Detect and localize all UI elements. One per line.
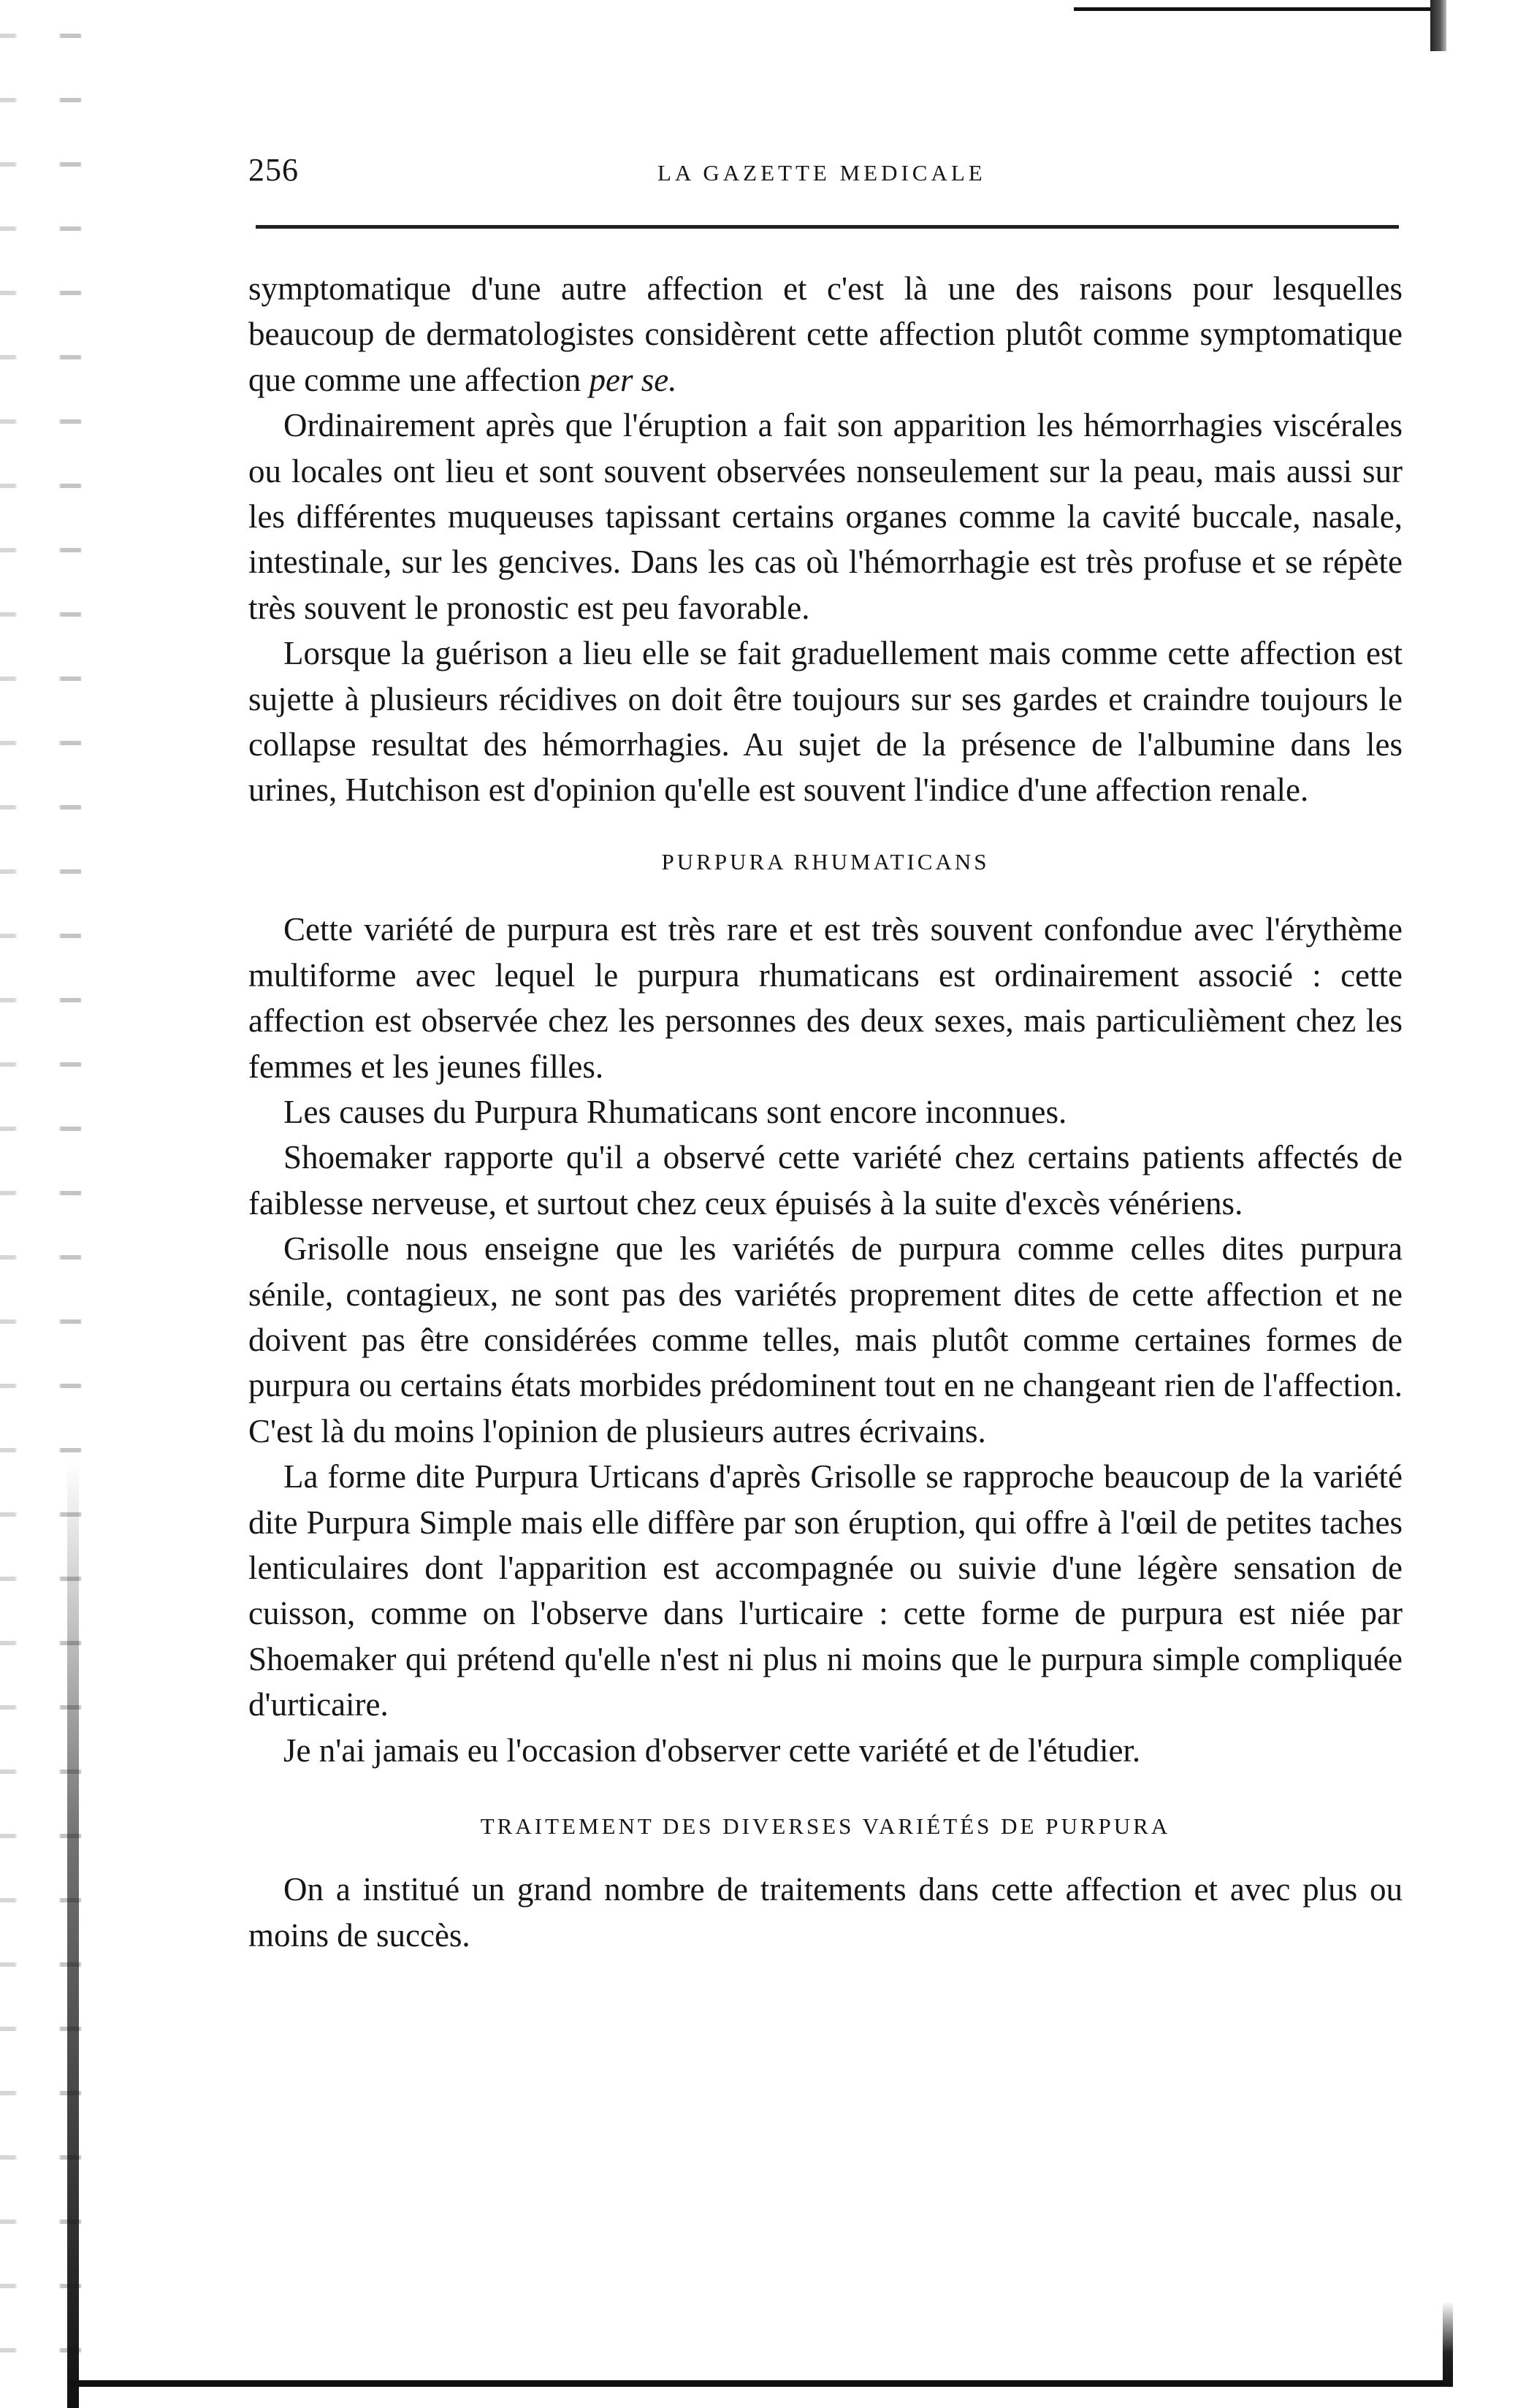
paragraph: [248, 266, 1403, 403]
scan-corner-top: [1430, 0, 1446, 51]
paragraph: Ordinairement après que l'éruption a fait son apparition les hémorrhagies viscérales ou locales ont lieu et sont souvent observées nonseulement sur la peau, mais aussi sur les différentes muqueuses tapissant certains organes comme la cavité buccale, nasale, intestinale, sur les gencives. Dans les cas où l'hémorrhagie est très profuse et se répète très souvent le pronostic est peu favorable.: [248, 407, 1403, 626]
paragraph-text: symptomatique d'une autre affection et c'est là une des raisons pour lesquelles beaucoup de dermatologistes considèrent cette affection plutôt comme symptomatique que comme une affection: [248, 270, 1403, 398]
scan-edge-left: [0, 0, 110, 2408]
italic-text: per se.: [589, 361, 677, 398]
page-header: [248, 150, 1403, 194]
running-title: LA GAZETTE MEDICALE: [657, 160, 986, 186]
scan-edge-top: [1074, 7, 1439, 11]
page-number: 256: [248, 152, 299, 188]
scan-corner-bottom: [1443, 2301, 1453, 2387]
body-text: [248, 266, 1403, 1958]
scan-edge-bottom: [69, 2380, 1450, 2387]
paragraph: On a institué un grand nombre de traitements dans cette affection et avec plus ou moins de succès.: [248, 1871, 1403, 1954]
paragraph: Grisolle nous enseigne que les variétés de purpura comme celles dites purpura sénile, contagieux, ne sont pas des variétés proprement dites de cette affection et ne doivent pas être considérées comme telles, mais plutôt comme certaines formes de purpura ou certains états morbides prédominent tout en ne changeant rien de l'affection. C'est là du moins l'opinion de plusieurs autres écrivains.: [248, 1230, 1403, 1449]
section-heading: PURPURA RHUMATICANS: [661, 848, 990, 875]
scan-bar-left: [67, 1461, 79, 2408]
paragraph: Lorsque la guérison a lieu elle se fait graduellement mais comme cette affection est sujette à plusieurs récidives on doit être toujours sur ses gardes et craindre toujours le collapse resultat des hémorrhagies. Au sujet de la présence de l'albumine dans les urines, Hutchison est d'opinion qu'elle est souvent l'indice d'une affection renale.: [248, 635, 1403, 809]
paragraph: Cette variété de purpura est très rare et est très souvent confondue avec l'érythème multiforme avec lequel le purpura rhumaticans est ordinairement associé : cette affection est observée chez les personnes des deux sexes, mais particulièment chez les femmes et les jeunes filles.: [248, 911, 1403, 1085]
paragraph: Je n'ai jamais eu l'occasion d'observer cette variété et de l'étudier.: [283, 1731, 1141, 1769]
header-rule: [256, 225, 1399, 229]
paragraph: Shoemaker rapporte qu'il a observé cette variété chez certains patients affectés de faiblesse nerveuse, et surtout chez ceux épuisés à la suite d'excès vénériens.: [248, 1139, 1403, 1222]
section-heading: TRAITEMENT DES DIVERSES VARIÉTÉS DE PURPURA: [480, 1813, 1171, 1839]
paragraph: Les causes du Purpura Rhumaticans sont encore inconnues.: [283, 1093, 1067, 1130]
paragraph: La forme dite Purpura Urticans d'après Grisolle se rapproche beaucoup de la variété dite Purpura Simple mais elle diffère par son éruption, qui offre à l'œil de petites taches lenticulaires dont l'apparition est accompagnée ou suivie d'une légère sensation de cuisson, comme on l'observe dans l'urticaire : cette forme de purpura est niée par Shoemaker qui prétend qu'elle n'est ni plus ni moins que le purpura simple compliquée d'urticaire.: [248, 1458, 1403, 1723]
